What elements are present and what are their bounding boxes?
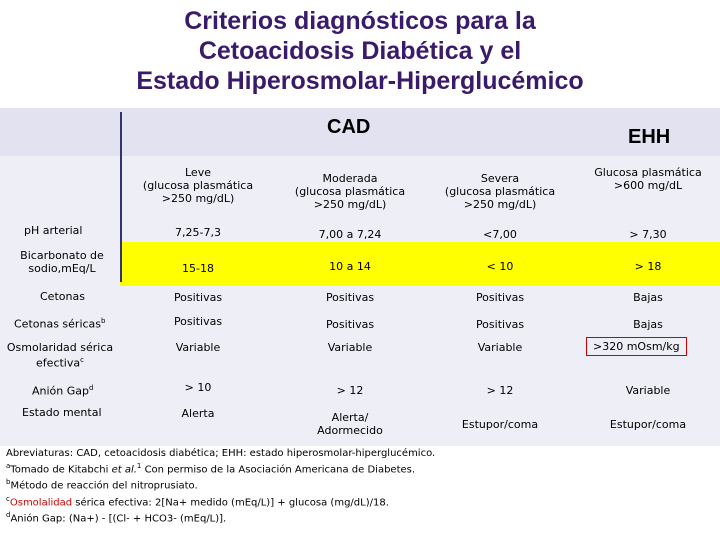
cell-anion-gap-severa: > 12 — [486, 384, 514, 397]
column-header-line: >250 mg/dL) — [161, 192, 235, 205]
column-header-line: Glucosa plasmática — [594, 166, 702, 179]
title-line-3: Estado Hiperosmolar-Hiperglucémico — [136, 67, 584, 95]
row-label-text: Anión Gap — [32, 384, 89, 398]
cell-osmolaridad-ehh: >320 mOsm/kg — [586, 337, 687, 356]
footnote-marker: c — [6, 494, 10, 503]
note-text: et al. — [111, 464, 137, 476]
column-header-severa — [436, 172, 564, 211]
cell-estado-mental-moderada — [286, 411, 414, 437]
row-label-bicarbonato — [2, 249, 122, 275]
column-header-line: (glucosa plasmática — [142, 179, 254, 192]
row-label-text: Cetonas séricas — [14, 317, 102, 331]
row-label-osmolaridad — [4, 341, 116, 370]
header-cad: CAD — [327, 116, 371, 138]
footnote-marker: d — [6, 510, 11, 519]
cell-anion-gap-leve: > 10 — [184, 381, 212, 394]
cell-osmolaridad-leve: Variable — [175, 341, 221, 354]
column-header-line: Moderada — [322, 172, 378, 185]
cell-cetonas-sericas-ehh: Bajas — [633, 318, 663, 331]
footnote-marker: d — [89, 384, 94, 392]
cell-ph-moderada: 7,00 a 7,24 — [318, 228, 382, 241]
note-c — [6, 493, 706, 509]
cell-bicarbonato-severa: < 10 — [486, 260, 514, 273]
cell-ph-ehh: > 7,30 — [629, 228, 667, 241]
row-label-estado-mental: Estado mental — [22, 406, 102, 419]
cell-cetonas-ehh: Bajas — [633, 291, 663, 304]
cell-bicarbonato-leve: 15-18 — [182, 262, 214, 275]
footnotes — [6, 447, 706, 525]
note-text: Anión Gap: (Na+) - [(Cl- + HCO3- (mEq/L)]. — [10, 513, 227, 525]
footnote-marker: c — [80, 356, 84, 364]
cell-bicarbonato-moderada: 10 a 14 — [329, 260, 371, 273]
footnote-marker: b — [6, 478, 11, 487]
row-label-ph: pH arterial — [24, 224, 83, 237]
cell-ph-severa: <7,00 — [483, 228, 517, 241]
row-label-line: Bicarbonato de — [20, 249, 104, 262]
header-ehh: EHH — [628, 126, 671, 148]
row-label-anion-gap — [32, 382, 93, 398]
cell-estado-mental-ehh: Estupor/coma — [609, 418, 687, 431]
cell-osmolaridad-severa: Variable — [477, 341, 523, 354]
row-label-text: efectiva — [36, 356, 81, 370]
row-label-cetonas-sericas — [14, 315, 105, 331]
cell-cetonas-sericas-severa: Positivas — [475, 318, 525, 331]
row-label-line: sodio,mEq/L — [28, 262, 96, 275]
note-text-highlight: Osmolalidad — [9, 496, 73, 508]
note-b — [6, 476, 706, 492]
cell-bicarbonato-ehh: > 18 — [634, 260, 662, 273]
note-d — [6, 509, 706, 525]
column-header-line: >600 mg/dL — [613, 179, 683, 192]
title-line-1: Criterios diagnósticos para la — [184, 7, 536, 35]
cell-anion-gap-moderada: > 12 — [336, 384, 364, 397]
cell-cetonas-severa: Positivas — [475, 291, 525, 304]
column-header-line: (glucosa plasmática — [294, 185, 406, 198]
note-text: Método de reacción del nitroprusiato. — [10, 480, 198, 492]
column-header-line: (glucosa plasmática — [444, 185, 556, 198]
cell-cetonas-leve: Positivas — [173, 291, 223, 304]
column-header-ehh — [584, 166, 712, 192]
cell-cetonas-sericas-moderada: Positivas — [325, 318, 375, 331]
note-a — [6, 460, 706, 476]
footnote-marker: b — [101, 317, 106, 325]
note-text: Con permiso de la Asociación Americana de Diabetes. — [144, 464, 416, 476]
column-header-line: >250 mg/dL) — [313, 198, 387, 211]
cell-anion-gap-ehh: Variable — [625, 384, 671, 397]
title-line-2: Cetoacidosis Diabética y el — [198, 37, 522, 65]
slide-title — [0, 6, 720, 96]
note-abbreviations: Abreviaturas: CAD, cetoacidosis diabética; EHH: estado hiperosmolar-hiperglucémico. — [6, 448, 436, 459]
footnote-marker: a — [6, 462, 11, 470]
cell-line: Adormecido — [317, 424, 383, 437]
cell-ph-leve: 7,25-7,3 — [175, 226, 221, 239]
row-label-line — [4, 354, 116, 370]
row-label-line: Osmolaridad sérica — [6, 341, 114, 354]
cell-cetonas-sericas-leve: Positivas — [173, 315, 223, 328]
column-header-moderada — [286, 172, 414, 211]
cell-estado-mental-leve: Alerta — [181, 407, 215, 420]
cell-estado-mental-severa: Estupor/coma — [461, 418, 539, 431]
row-label-cetonas: Cetonas — [40, 290, 85, 303]
cell-osmolaridad-moderada: Variable — [327, 341, 373, 354]
column-header-leve — [138, 166, 258, 205]
column-header-line: Leve — [185, 166, 211, 179]
column-header-line: >250 mg/dL) — [463, 198, 537, 211]
cell-cetonas-moderada: Positivas — [325, 291, 375, 304]
column-header-line: Severa — [480, 172, 520, 185]
footnote-marker: 1 — [136, 462, 142, 470]
note-text: sérica efectiva: 2[Na+ medido (mEq/L)] + glucosa (mg/dL)/18. — [75, 496, 389, 508]
cell-line: Alerta/ — [331, 411, 369, 424]
note-text: Tomado de Kitabchi — [10, 464, 109, 476]
